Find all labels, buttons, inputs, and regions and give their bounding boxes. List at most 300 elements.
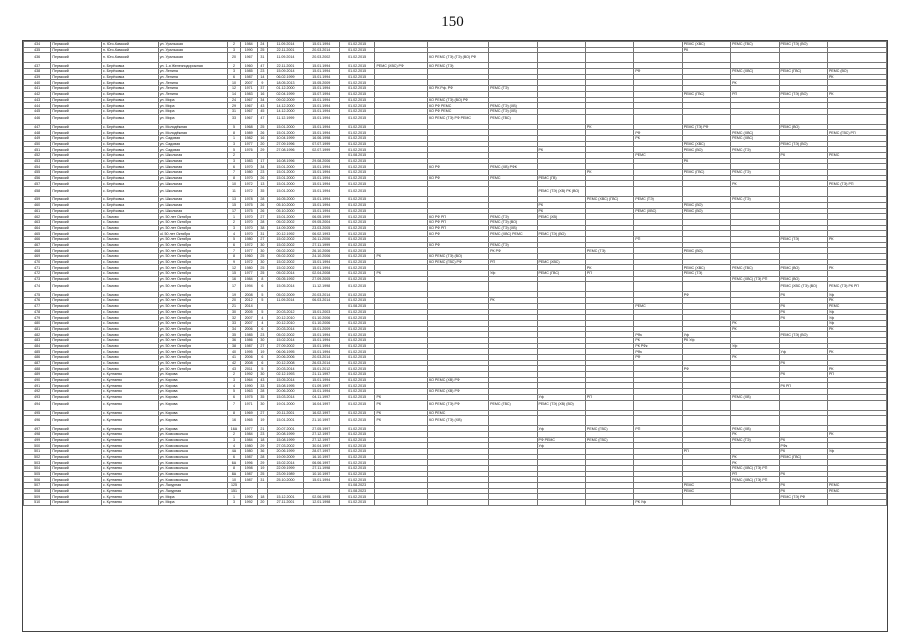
cell-d2: 15.01.1994 <box>303 377 339 383</box>
cell-d1: 20.03.2014 <box>268 326 304 332</box>
cell-d3: 01.02.2015 <box>339 158 375 164</box>
cell-district: Пермский <box>51 400 102 410</box>
cell-d2: 15.01.1994 <box>303 86 339 92</box>
cell-work-4: Уф <box>537 426 585 432</box>
cell-d1: 25.10.2000 <box>268 477 304 483</box>
cell-locality: с. Берёзовка <box>101 208 158 214</box>
cell-district: Пермский <box>51 483 102 489</box>
cell-locality: с. Гамово <box>101 320 158 326</box>
cell-district: Пермский <box>51 448 102 454</box>
cell-floors: 27 <box>257 236 268 242</box>
cell-work-9: РФк <box>779 443 827 449</box>
cell-n: 453 <box>24 158 51 164</box>
cell-floors: 4 <box>257 315 268 321</box>
cell-house: 33 <box>228 320 241 326</box>
cell-d1: 15.02.2014 <box>268 337 304 343</box>
cell-district: Пермский <box>51 219 102 225</box>
cell-locality: с. Култаево <box>101 443 158 449</box>
cell-district: Пермский <box>51 170 102 176</box>
cell-floors: 20 <box>257 500 268 506</box>
cell-work-8: РЕМС (ХВ) <box>731 426 779 432</box>
cell-d3: 01.02.2015 <box>339 416 375 426</box>
cell-district: Пермский <box>51 460 102 466</box>
cell-locality: с. Култаево <box>101 416 158 426</box>
cell-locality: с. Берёзовка <box>101 135 158 141</box>
cell-d1: 22.11.2001 <box>268 63 304 69</box>
table-row <box>24 53 887 63</box>
cell-d3: 01.02.2015 <box>339 466 375 472</box>
cell-floors: 47 <box>257 114 268 124</box>
cell-house: 10 <box>228 80 241 86</box>
cell-locality: с. Гамово <box>101 271 158 277</box>
cell-work-6 <box>634 187 682 197</box>
cell-d2: 15.01.1994 <box>303 343 339 349</box>
cell-district: Пермский <box>51 181 102 187</box>
cell-floors: 28 <box>257 454 268 460</box>
cell-locality: с. Берёзовка <box>101 91 158 97</box>
cell-locality: п. Юго-Камский <box>101 42 158 48</box>
cell-floors: 21 <box>257 426 268 432</box>
cell-n: 439 <box>24 74 51 80</box>
cell-floors: 37 <box>257 86 268 92</box>
cell-locality: с. Берёзовка <box>101 170 158 176</box>
cell-d1: 15.01.2000 <box>268 124 304 130</box>
cell-d2: 06.02.1993 <box>303 231 339 237</box>
cell-d2: 16.06.1998 <box>303 135 339 141</box>
cell-n: 459 <box>24 197 51 203</box>
cell-street: ул. Садовая <box>158 141 227 147</box>
cell-street: ул. 50 лет Октября <box>158 219 227 225</box>
cell-district: Пермский <box>51 271 102 277</box>
cell-year: 1994 <box>240 282 257 292</box>
cell-n: 509 <box>24 494 51 500</box>
cell-work-1: РК <box>375 400 428 410</box>
cell-floors: 25 <box>257 471 268 477</box>
cell-work-2 <box>428 187 489 197</box>
cell-work-2: КО РК Рф. РФ <box>428 86 489 92</box>
cell-floors: 16 <box>257 135 268 141</box>
cell-district: Пермский <box>51 114 102 124</box>
cell-year: 1980 <box>240 170 257 176</box>
cell-floors: 30 <box>257 372 268 378</box>
cell-work-9: РЕМС (ТЭ) <box>779 236 827 242</box>
cell-year: 1972 <box>240 259 257 265</box>
cell-house: 5 <box>228 124 241 130</box>
cell-d3: 01.02.2015 <box>339 80 375 86</box>
cell-street: ул. Комсомолька <box>158 454 227 460</box>
cell-work-1 <box>375 53 428 63</box>
cell-house: 4 <box>228 231 241 237</box>
cell-n: 448 <box>24 130 51 136</box>
cell-district: Пермский <box>51 63 102 69</box>
cell-n: 488 <box>24 366 51 372</box>
cell-street: ул. Комсомолька <box>158 448 227 454</box>
cell-work-3: РЕМС (ТЭ) (ХВ) <box>489 108 537 114</box>
cell-locality: с. Култаево <box>101 483 158 489</box>
cell-district: Пермский <box>51 477 102 483</box>
cell-work-3 <box>489 187 537 197</box>
cell-d2: 15.01.1994 <box>303 332 339 338</box>
cell-house: 15 <box>228 202 241 208</box>
cell-work-8: РЕМС (ТЭ) <box>731 437 779 443</box>
cell-house: 3 <box>228 377 241 383</box>
cell-work-4 <box>537 500 585 506</box>
cell-district: Пермский <box>51 214 102 220</box>
cell-work-9 <box>779 400 827 410</box>
cell-d1: 20.12.2010 <box>268 315 304 321</box>
cell-locality: с. Берёзовка <box>101 197 158 203</box>
cell-floors: 25 <box>257 254 268 260</box>
cell-n: 460 <box>24 202 51 208</box>
cell-floors: 16 <box>257 91 268 97</box>
cell-district: Пермский <box>51 69 102 75</box>
cell-d1: 05.10.2000 <box>268 202 304 208</box>
cell-n: 442 <box>24 91 51 97</box>
cell-work-8: РЕМС (ХВС) <box>731 130 779 136</box>
cell-d3: 01.02.2015 <box>339 437 375 443</box>
cell-street: ul. 50 лет Октября <box>158 231 227 237</box>
cell-n: 496 <box>24 416 51 426</box>
cell-work-4: РК <box>537 147 585 153</box>
cell-house: 2 <box>228 372 241 378</box>
cell-d1: 06.06.1995 <box>268 349 304 355</box>
cell-street: ул. Ленина <box>158 86 227 92</box>
cell-work-4: РК <box>537 208 585 214</box>
page-number: 150 <box>441 14 464 30</box>
cell-d1: 15.02.2002 <box>268 265 304 271</box>
cell-d3: 01.02.2015 <box>339 471 375 477</box>
cell-year: 2005 <box>240 309 257 315</box>
cell-district: Пермский <box>51 315 102 321</box>
cell-d2: 06.06.1997 <box>303 460 339 466</box>
cell-d1: 20.08.1999 <box>268 431 304 437</box>
cell-d2: 15.05.2009 <box>303 80 339 86</box>
cell-d2: 27.11.1998 <box>303 466 339 472</box>
cell-year: 1984 <box>240 431 257 437</box>
cell-house: 24 <box>228 97 241 103</box>
cell-house: 11 <box>228 187 241 197</box>
cell-d3: 01.02.2015 <box>339 181 375 187</box>
cell-d3: 01.02.2015 <box>339 400 375 410</box>
cell-d1: 15.01.2000 <box>268 181 304 187</box>
table-row <box>24 282 887 292</box>
cell-year: 1987 <box>240 74 257 80</box>
cell-d3: 01.02.2015 <box>339 298 375 304</box>
cell-year: 1977 <box>240 271 257 277</box>
cell-year: 1968 <box>240 124 257 130</box>
cell-work-3 <box>489 53 537 63</box>
cell-work-9: РК <box>779 309 827 315</box>
cell-district: Пермский <box>51 309 102 315</box>
cell-street: ул. 50 лет Октября <box>158 366 227 372</box>
cell-year: 1971 <box>240 86 257 92</box>
cell-locality: с. Култаево <box>101 488 158 494</box>
cell-floors: 18 <box>257 437 268 443</box>
cell-work-1: РЕМС (ХВС) РФ <box>375 63 428 69</box>
cell-district: Пермский <box>51 158 102 164</box>
cell-year: 1976 <box>240 147 257 153</box>
cell-d2: 06.03.2014 <box>303 298 339 304</box>
cell-work-8: РЕМС (ГВС) <box>731 265 779 271</box>
cell-floors: 28 <box>257 389 268 395</box>
cell-district: Пермский <box>51 42 102 48</box>
cell-district: Пермский <box>51 97 102 103</box>
cell-d3: 01.02.2015 <box>339 454 375 460</box>
cell-d2: 15.01.1994 <box>303 130 339 136</box>
cell-street: ул. 50 лет Октября <box>158 248 227 254</box>
cell-d1: 27.09.1996 <box>268 141 304 147</box>
cell-floors: 27 <box>257 214 268 220</box>
cell-d3: 01.02.2015 <box>339 231 375 237</box>
cell-d2: 15.01.2003 <box>303 309 339 315</box>
cell-work-4: РК <box>537 202 585 208</box>
cell-year: 1996 <box>240 460 257 466</box>
cell-work-3: РЕМС (ТЭ) (ХВ) <box>489 103 537 109</box>
cell-street: ул. Кирова <box>158 426 227 432</box>
cell-street: ул. Лазурная <box>158 483 227 489</box>
cell-street: ул. Комсомолька <box>158 460 227 466</box>
cell-year: 1970 <box>240 231 257 237</box>
cell-district: Пермский <box>51 135 102 141</box>
cell-d2: 20.03.2014 <box>303 47 339 53</box>
cell-district: Пермский <box>51 383 102 389</box>
cell-locality: с. Култаево <box>101 448 158 454</box>
cell-locality: с. Гамово <box>101 276 158 282</box>
cell-house: 7 <box>228 170 241 176</box>
cell-locality: с. Култаево <box>101 410 158 416</box>
cell-d2: 20.03.2014 <box>303 292 339 298</box>
cell-d3: 01.08.2015 <box>339 303 375 309</box>
cell-work-9: РЕМС (ВО) <box>779 276 827 282</box>
cell-d3: 01.02.2015 <box>339 377 375 383</box>
cell-d1: 15.01.2000 <box>268 164 304 170</box>
cell-street: ул. Кирова <box>158 400 227 410</box>
cell-d2: 15.01.1994 <box>303 349 339 355</box>
cell-locality: с. Култаево <box>101 437 158 443</box>
cell-n: 489 <box>24 372 51 378</box>
cell-street: ул. Ленина <box>158 69 227 75</box>
cell-house: 6 <box>228 394 241 400</box>
cell-house: 14 <box>228 91 241 97</box>
cell-floors: 23 <box>257 69 268 75</box>
cell-house: 6 <box>228 454 241 460</box>
cell-d1: 20.07.2001 <box>268 426 304 432</box>
cell-work-5: РК <box>585 124 633 130</box>
cell-year: 1983 <box>240 158 257 164</box>
cell-work-9: РК <box>779 488 827 494</box>
cell-n: 502 <box>24 454 51 460</box>
cell-house: 7 <box>228 248 241 254</box>
cell-locality: с. Берёзовка <box>101 141 158 147</box>
cell-work-6: РК <box>634 337 682 343</box>
cell-d2: 12.01.1998 <box>303 500 339 506</box>
cell-work-7: РЕМС (ГВС) <box>682 91 730 97</box>
cell-work-8: РЕМС (ХВС) (ТЭ) РП <box>731 276 779 282</box>
cell-d3: 01.02.2015 <box>339 282 375 292</box>
cell-d3: 01.02.2015 <box>339 202 375 208</box>
cell-n: 507 <box>24 483 51 489</box>
cell-house: 6 <box>228 242 241 248</box>
cell-house: 31 <box>228 108 241 114</box>
cell-n: 462 <box>24 214 51 220</box>
cell-street: ул. 50 лет Октября <box>158 298 227 304</box>
cell-work-3 <box>489 500 537 506</box>
cell-locality: с. Култаево <box>101 426 158 432</box>
cell-floors: 31 <box>257 477 268 483</box>
cell-locality: с. Берёзовка <box>101 187 158 197</box>
housing-register-table <box>23 41 887 506</box>
cell-locality: с. Култаево <box>101 377 158 383</box>
cell-d2: 02.07.1999 <box>303 147 339 153</box>
cell-work-8: РЕМС (ХВ) <box>731 394 779 400</box>
cell-street: ул. Комсомолька <box>158 471 227 477</box>
cell-d3: 01.02.2015 <box>339 97 375 103</box>
cell-district: Пермский <box>51 437 102 443</box>
cell-work-3: РЕМС (ТЭ) (ВО) <box>489 219 537 225</box>
cell-n: 468 <box>24 248 51 254</box>
cell-locality: с. Гамово <box>101 360 158 366</box>
cell-d3: 01.02.2015 <box>339 431 375 437</box>
cell-work-6: РФк <box>634 332 682 338</box>
table-row <box>24 500 887 506</box>
cell-street: ул. Комсомолька <box>158 431 227 437</box>
cell-work-3: РК <box>489 298 537 304</box>
cell-district: Пермский <box>51 488 102 494</box>
cell-work-10: РЕМС <box>827 483 886 489</box>
cell-work-7: РЕМС (ХВС) <box>682 42 730 48</box>
cell-work-7: РЕМС (ВО) <box>682 208 730 214</box>
cell-d3: 01.02.2015 <box>339 175 375 181</box>
cell-work-7: РК <box>682 158 730 164</box>
cell-floors: 5 <box>257 309 268 315</box>
cell-house: 38 <box>228 343 241 349</box>
cell-work-2: КО РЕМС <box>428 410 489 416</box>
cell-work-4 <box>537 282 585 292</box>
cell-d1: 20.12.1992 <box>268 231 304 237</box>
cell-n: 470 <box>24 259 51 265</box>
cell-floors: 33 <box>257 383 268 389</box>
cell-locality: с. Гамово <box>101 298 158 304</box>
cell-n: 498 <box>24 431 51 437</box>
cell-work-2: КО РЕМС (ХВ) РФ <box>428 389 489 395</box>
cell-d1: 05.02.2002 <box>268 254 304 260</box>
cell-d2: 04.11.1997 <box>303 394 339 400</box>
cell-locality: с. Берёзовка <box>101 202 158 208</box>
cell-d1: 11.09.2014 <box>268 53 304 63</box>
cell-d1: 27.09.2002 <box>268 343 304 349</box>
cell-year: 1977 <box>240 141 257 147</box>
cell-street: ул. 50 лет Октября <box>158 303 227 309</box>
cell-work-2: КО РФ РЕМС <box>428 108 489 114</box>
cell-d1: 27.08.1996 <box>268 147 304 153</box>
cell-street: ул. 50 лет Октября <box>158 265 227 271</box>
cell-floors: 26 <box>257 202 268 208</box>
cell-house: 3 <box>228 500 241 506</box>
table-row <box>24 416 887 426</box>
cell-year: 1970 <box>240 225 257 231</box>
cell-district: Пермский <box>51 372 102 378</box>
cell-n: 473 <box>24 276 51 282</box>
cell-floors: 23 <box>257 332 268 338</box>
cell-work-2 <box>428 282 489 292</box>
cell-work-5 <box>585 187 633 197</box>
cell-work-10: РК <box>827 236 886 242</box>
cell-work-3: РЕМС (ТЭ) (ХВ) <box>489 225 537 231</box>
cell-work-9: РЕМС (ГВС) <box>779 454 827 460</box>
cell-d2: 15.01.1994 <box>303 208 339 214</box>
cell-district: Пермский <box>51 394 102 400</box>
cell-floors: 43 <box>257 377 268 383</box>
cell-district: Пермский <box>51 366 102 372</box>
cell-street: ул. Молодёжная <box>158 124 227 130</box>
cell-district: Пермский <box>51 225 102 231</box>
cell-house: 3 <box>228 141 241 147</box>
cell-house: 2 <box>228 431 241 437</box>
cell-district: Пермский <box>51 471 102 477</box>
cell-d3: 01.08.2023 <box>339 483 375 489</box>
cell-house: 33 <box>228 114 241 124</box>
cell-work-7: РЕМС (ТЭ) <box>682 271 730 277</box>
cell-floors: 34 <box>257 164 268 170</box>
cell-house: 125 <box>228 483 241 489</box>
cell-house: 13 <box>228 197 241 203</box>
cell-district: Пермский <box>51 282 102 292</box>
cell-d1: 15.02.2002 <box>268 242 304 248</box>
cell-district: Пермский <box>51 103 102 109</box>
cell-d2: 16.04.1997 <box>303 400 339 410</box>
cell-work-9: РЕМС (ХВС (ТЭ) (ВО) <box>779 282 827 292</box>
cell-street: ул. Уральская <box>158 42 227 48</box>
cell-street: ул. Кирова <box>158 416 227 426</box>
cell-year: 1967 <box>240 53 257 63</box>
cell-d2: 26.10.2006 <box>303 248 339 254</box>
cell-floors: 17 <box>257 158 268 164</box>
cell-work-3: РЕМС (ГВС) <box>489 114 537 124</box>
cell-d2: 15.01.1994 <box>303 114 339 124</box>
cell-work-7 <box>682 500 730 506</box>
cell-d2: 15.01.1994 <box>303 265 339 271</box>
cell-work-2: КО РФ <box>428 242 489 248</box>
cell-d2: 01.10.2006 <box>303 315 339 321</box>
register-body <box>24 42 887 506</box>
cell-d2: 23.03.2005 <box>303 225 339 231</box>
cell-d1: 20.12.2008 <box>268 360 304 366</box>
cell-work-5: РП <box>585 271 633 277</box>
cell-house: 20 <box>228 53 241 63</box>
cell-floors: 35 <box>257 187 268 197</box>
cell-work-7: РП <box>682 448 730 454</box>
cell-locality: с. Гамово <box>101 225 158 231</box>
cell-year: 1975 <box>240 394 257 400</box>
cell-d3: 01.02.2015 <box>339 248 375 254</box>
cell-n: 477 <box>24 303 51 309</box>
cell-d3: 01.02.2015 <box>339 355 375 361</box>
cell-locality: п. Юго-Камский <box>101 47 158 53</box>
cell-district: Пермский <box>51 164 102 170</box>
cell-d2: 11.12.1998 <box>303 282 339 292</box>
cell-work-10: РЕМС (ГВС) РП <box>827 130 886 136</box>
cell-d1: 15.01.2000 <box>268 187 304 197</box>
cell-d3: 01.02.2015 <box>339 108 375 114</box>
cell-work-5 <box>585 500 633 506</box>
cell-d1: 20.11.2001 <box>268 410 304 416</box>
cell-d3: 01.02.2015 <box>339 141 375 147</box>
cell-d1: 27.11.2001 <box>268 500 304 506</box>
cell-work-9: РК <box>779 471 827 477</box>
cell-year: 2008 <box>240 292 257 298</box>
cell-n: 478 <box>24 309 51 315</box>
cell-floors: 5 <box>257 366 268 372</box>
